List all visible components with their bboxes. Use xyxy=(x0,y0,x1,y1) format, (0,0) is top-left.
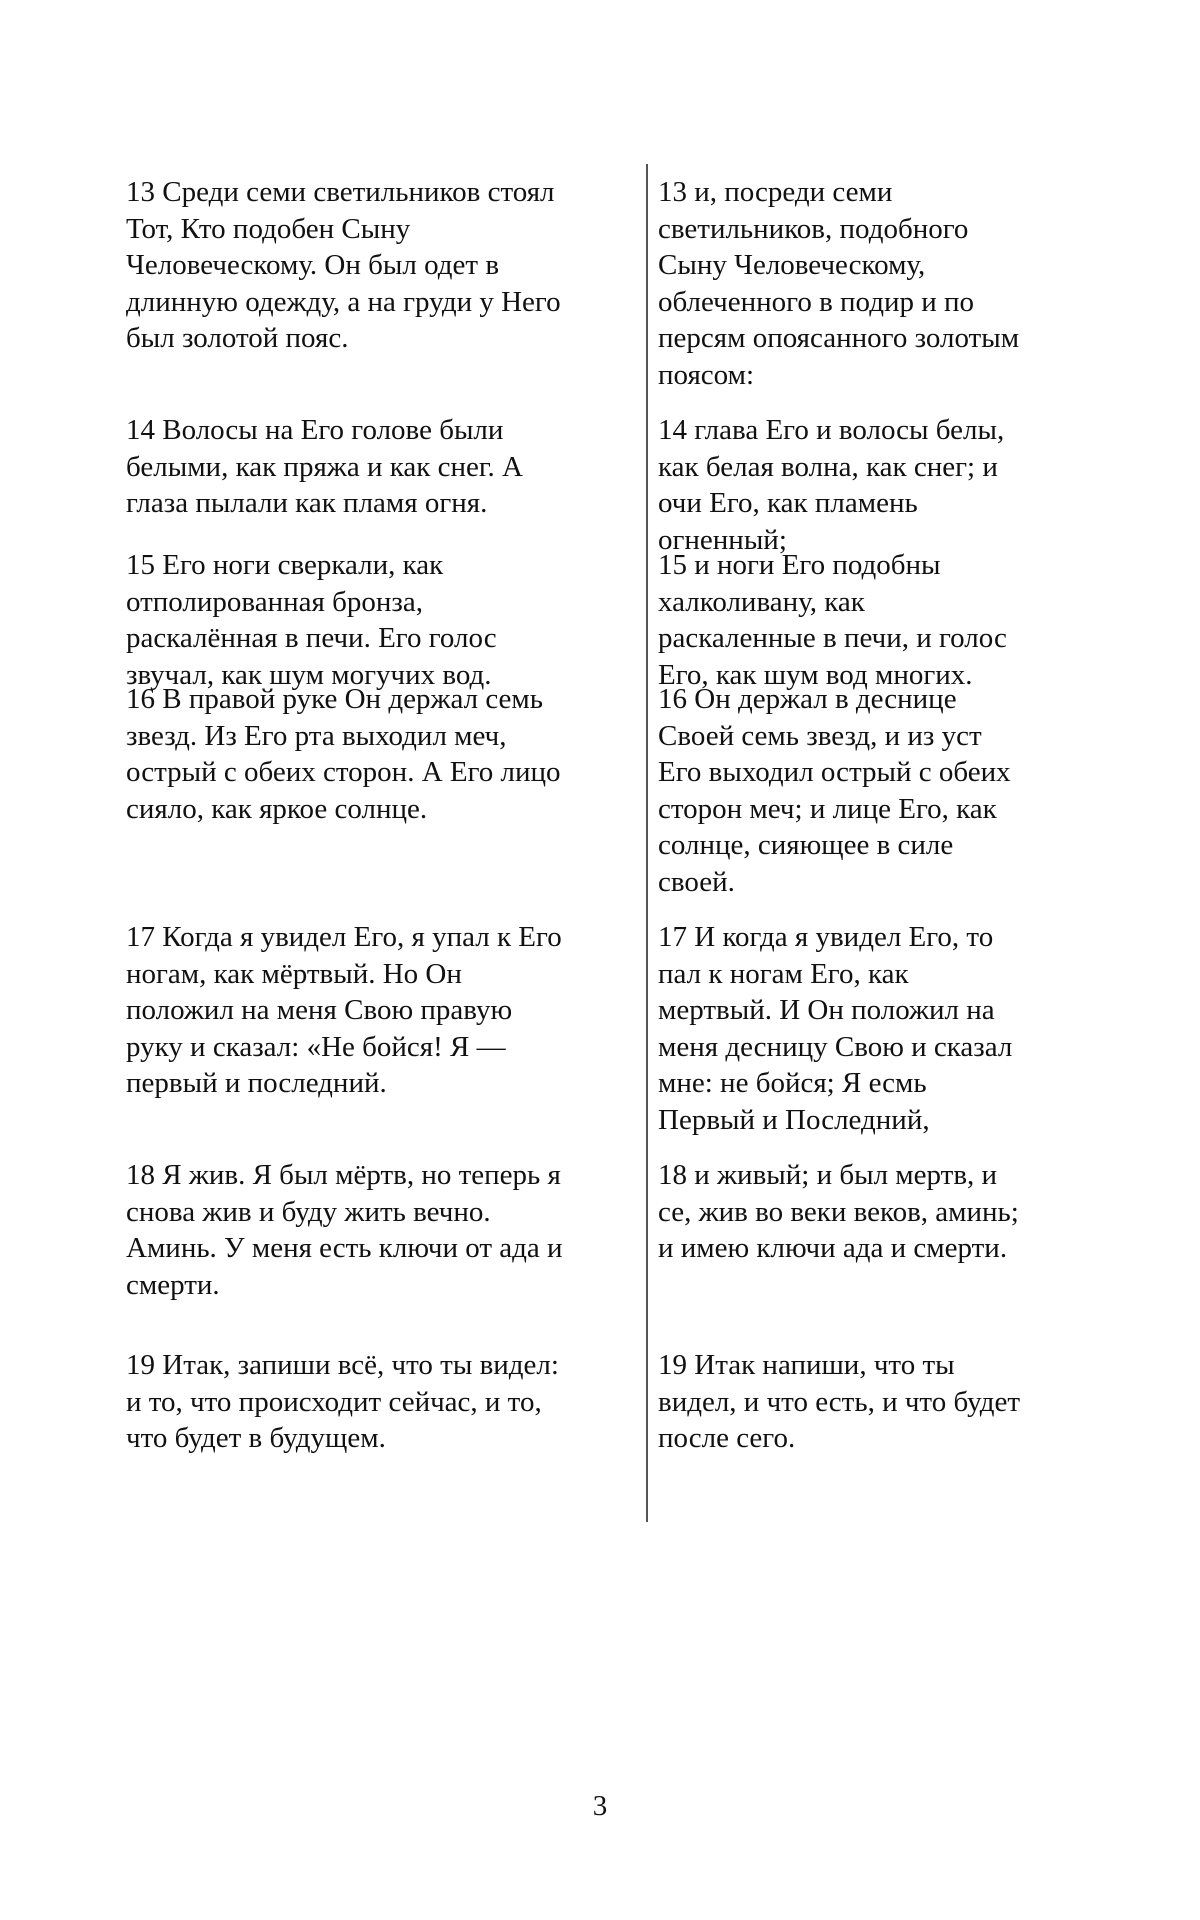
text-line: солнце, сияющее в силе xyxy=(658,829,954,861)
synodal-translation-cell xyxy=(646,1147,1130,1337)
text-line: Первый и Последний, xyxy=(658,1103,930,1136)
modern-translation-cell xyxy=(126,1337,646,1475)
page-number: 3 xyxy=(592,1790,608,1822)
text-line: Его выходил острый с обеих xyxy=(658,756,1011,788)
text-line: ногам, как мёртвый. Но Он xyxy=(126,957,462,990)
text-line: первый и последний. xyxy=(126,1067,387,1099)
text-line: Сыну Человеческому, xyxy=(658,249,926,281)
text-line: 16 Он держал в деснице xyxy=(658,683,957,715)
verse-row xyxy=(126,537,1130,691)
text-line: 18 и живый; и был мертв, и xyxy=(658,1159,998,1191)
verse-row xyxy=(126,909,1130,1147)
text-line: мне: не бойся; Я есмь xyxy=(658,1067,927,1099)
text-line: халколивану, как xyxy=(658,585,865,618)
text-line: звезд. Из Его рта выходил меч, xyxy=(126,719,507,752)
text-line: огненный; xyxy=(658,523,787,556)
text-line: 14 глава Его и волосы белы, xyxy=(658,414,1005,446)
synodal-translation-cell xyxy=(646,402,1130,556)
text-line: 19 Итак напиши, что ты xyxy=(658,1349,955,1381)
text-line: 17 И когда я увидел Его, то xyxy=(658,921,994,953)
text-line: что будет в будущем. xyxy=(126,1422,386,1454)
text-line: 13 Среди семи светильников стоял xyxy=(126,176,555,208)
verse-row xyxy=(126,671,1130,909)
text-line: светильников, подобного xyxy=(658,212,969,245)
text-line: глаза пылали как пламя огня. xyxy=(126,487,488,519)
text-line: своей. xyxy=(658,865,735,898)
text-line: смерти. xyxy=(126,1268,220,1301)
text-line: и то, что происходит сейчас, и то, xyxy=(126,1385,542,1418)
text-line: пал к ногам Его, как xyxy=(658,957,909,990)
text-line: сияло, как яркое солнце. xyxy=(126,792,428,825)
text-line: видел, и что есть, и что будет xyxy=(658,1385,1021,1418)
text-line: 14 Волосы на Его голове были xyxy=(126,414,504,446)
text-line: сторон меч; и лице Его, как xyxy=(658,792,997,825)
text-line: мертвый. И Он положил на xyxy=(658,994,995,1026)
text-line: длинную одежду, а на груди у Него xyxy=(126,285,561,318)
text-line: Аминь. У меня есть ключи от ада и xyxy=(126,1232,563,1264)
text-line: острый с обеих сторон. А Его лицо xyxy=(126,756,561,788)
verse-row xyxy=(126,402,1130,556)
text-line: Человеческому. Он был одет в xyxy=(126,249,500,281)
text-line: положил на меня Свою правую xyxy=(126,994,513,1026)
text-line: белыми, как пряжа и как снег. А xyxy=(126,450,523,483)
synodal-translation-cell xyxy=(646,671,1130,909)
text-line: 15 Его ноги сверкали, как xyxy=(126,549,444,581)
text-line: Тот, Кто подобен Сыну xyxy=(126,212,411,245)
text-line: как белая волна, как снег; и xyxy=(658,450,998,483)
text-line: был золотой пояс. xyxy=(126,322,349,354)
text-line: се, жив во веки веков, аминь; xyxy=(658,1195,1019,1228)
text-line: 17 Когда я увидел Его, я упал к Его xyxy=(126,921,562,953)
text-line: поясом: xyxy=(658,358,755,391)
parallel-text-table xyxy=(126,164,1130,1475)
text-line: 18 Я жив. Я был мёртв, но теперь я xyxy=(126,1159,561,1191)
modern-translation-cell xyxy=(126,164,646,402)
text-line: Его, как шум вод многих. xyxy=(658,658,973,691)
synodal-translation-cell xyxy=(646,164,1130,402)
text-line: и имею ключи ада и смерти. xyxy=(658,1232,1008,1264)
text-line: меня десницу Свою и сказал xyxy=(658,1030,1013,1063)
modern-translation-cell xyxy=(126,909,646,1147)
text-line: 19 Итак, запиши всё, что ты видел: xyxy=(126,1349,559,1381)
text-line: после сего. xyxy=(658,1422,796,1454)
text-line: звучал, как шум могучих вод. xyxy=(126,658,492,691)
text-line: раскаленные в печи, и голос xyxy=(658,622,1007,654)
text-line: Своей семь звезд, и из уст xyxy=(658,719,982,752)
synodal-translation-cell xyxy=(646,537,1130,691)
text-line: снова жив и буду жить вечно. xyxy=(126,1195,491,1228)
verse-row xyxy=(126,1147,1130,1337)
text-line: руку и сказал: «Не бойся! Я — xyxy=(126,1030,506,1063)
text-line: раскалённая в печи. Его голос xyxy=(126,622,497,654)
verse-row xyxy=(126,1337,1130,1475)
modern-translation-cell xyxy=(126,537,646,691)
verse-row xyxy=(126,164,1130,402)
text-line: облеченного в подир и по xyxy=(658,285,975,318)
modern-translation-cell xyxy=(126,1147,646,1337)
synodal-translation-cell xyxy=(646,909,1130,1147)
text-line: 15 и ноги Его подобны xyxy=(658,549,941,581)
text-line: персям опоясанного золотым xyxy=(658,322,1020,354)
text-line: 16 В правой руке Он держал семь xyxy=(126,683,544,715)
synodal-translation-cell xyxy=(646,1337,1130,1475)
text-line: отполированная бронза, xyxy=(126,585,423,618)
text-line: очи Его, как пламень xyxy=(658,487,918,519)
modern-translation-cell xyxy=(126,671,646,909)
modern-translation-cell xyxy=(126,402,646,537)
text-line: 13 и, посреди семи xyxy=(658,176,893,208)
